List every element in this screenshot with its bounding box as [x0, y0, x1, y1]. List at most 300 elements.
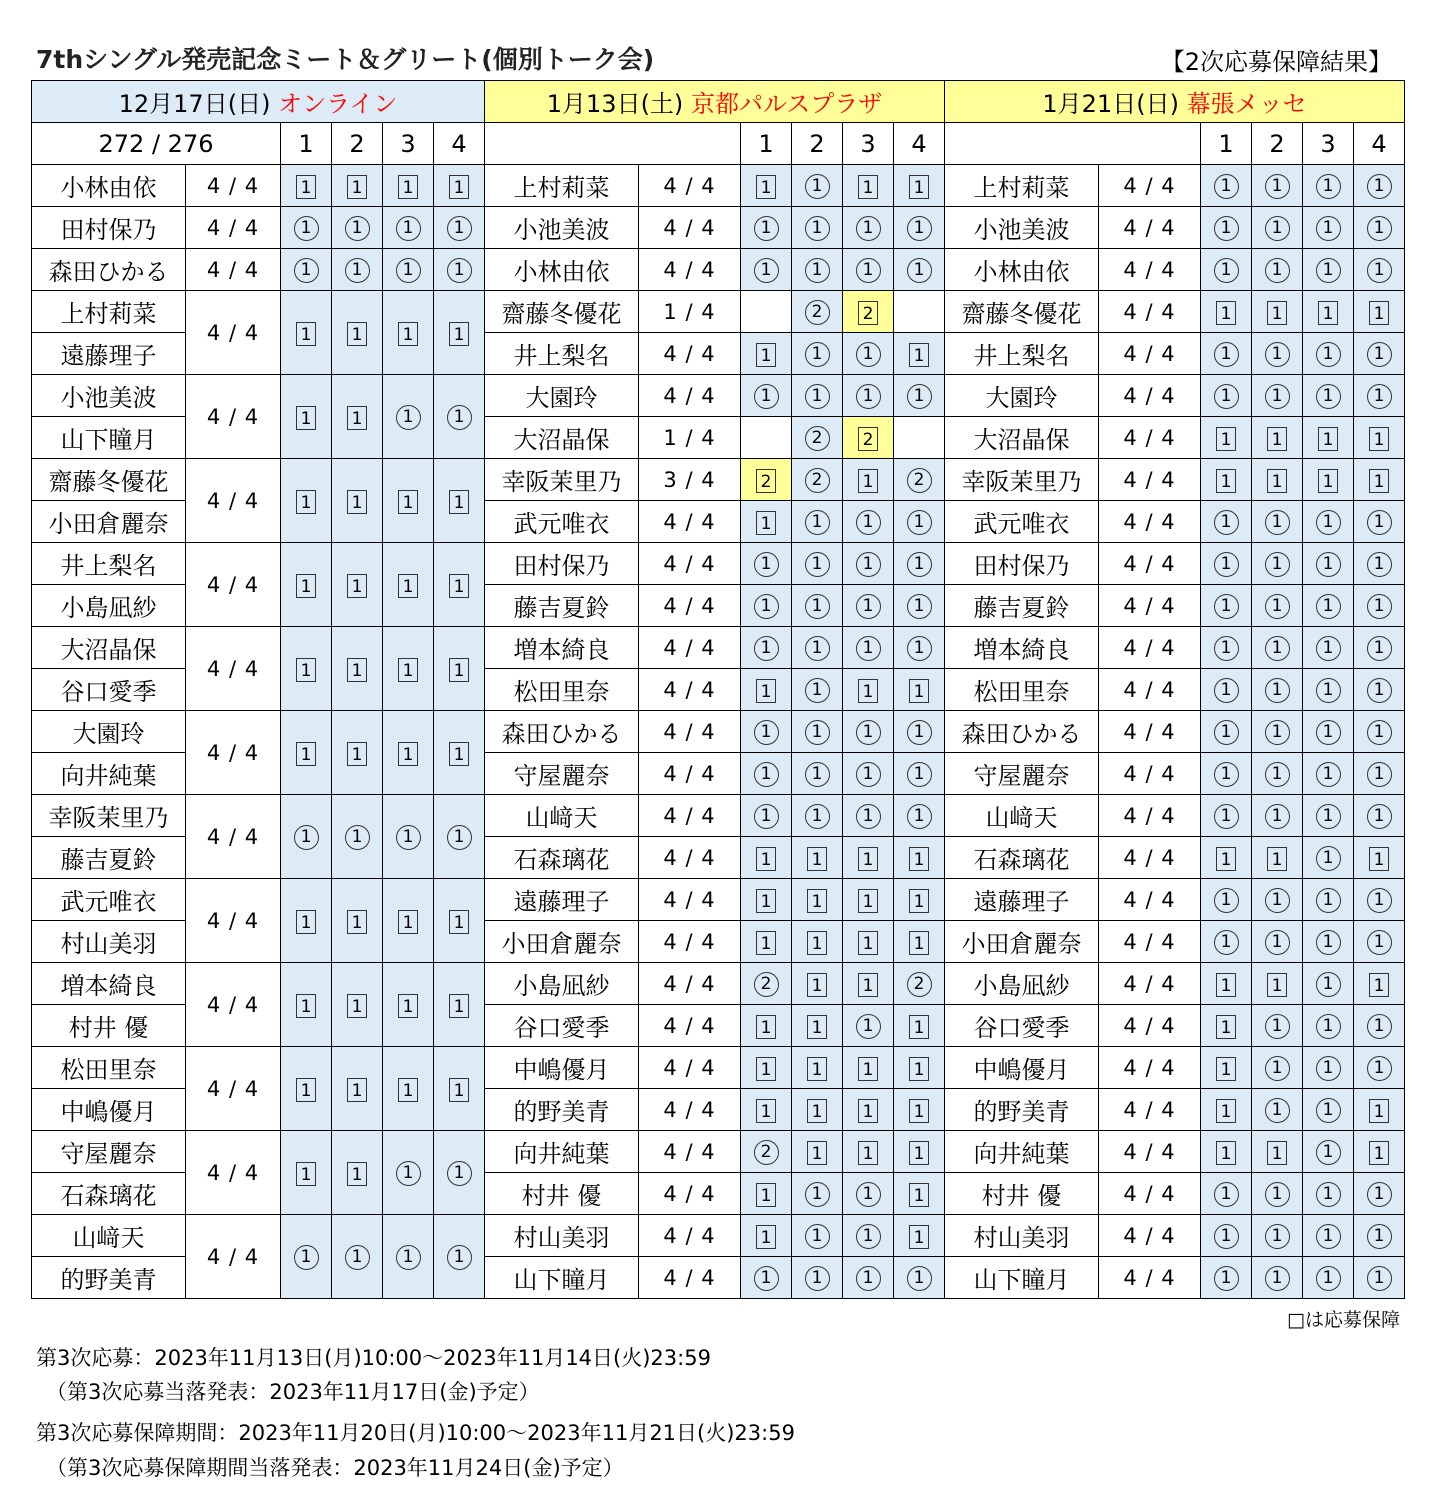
slot-cell: [792, 165, 843, 207]
apply-count: 4 / 4: [639, 1089, 741, 1131]
member-name: 小島凪紗: [32, 585, 186, 627]
member-name: 井上梨名: [32, 543, 186, 585]
slot-guarantee-mark: 1: [1369, 301, 1389, 325]
slot-guarantee-mark: 1: [449, 175, 469, 199]
slot-cell: [843, 459, 894, 501]
apply-count: 4 / 4: [639, 1047, 741, 1089]
slot-cell: [843, 921, 894, 963]
slot-guarantee-mark: 1: [398, 658, 418, 682]
slot-cell: [741, 585, 792, 627]
member-name: 齋藤冬優花: [945, 291, 1099, 333]
slot-circle-mark: 1: [856, 258, 881, 283]
slot-guarantee-mark: 1: [1216, 301, 1236, 325]
apply-count: 4 / 4: [639, 249, 741, 291]
slot-cell: [894, 249, 945, 291]
member-name: 武元唯衣: [485, 501, 639, 543]
slot-circle-mark: 1: [1316, 384, 1341, 409]
member-name: 向井純葉: [945, 1131, 1099, 1173]
slot-cell: [1303, 837, 1354, 879]
slot-cell: [383, 711, 434, 795]
apply-count: 4 / 4: [186, 711, 281, 795]
apply-count: 4 / 4: [639, 711, 741, 753]
apply-count: 4 / 4: [1099, 585, 1201, 627]
slot-cell: [1354, 921, 1405, 963]
slot-circle-mark: 1: [294, 825, 319, 850]
slot-guarantee-mark: 1: [1267, 973, 1287, 997]
slot-cell: [1252, 1131, 1303, 1173]
slot-cell: [1354, 879, 1405, 921]
slot-cell: [1252, 501, 1303, 543]
result-label: 【2次応募保障結果】: [1160, 48, 1392, 76]
slot-cell: [1201, 711, 1252, 753]
slot-cell: [332, 459, 383, 543]
slot-guarantee-mark: 1: [296, 175, 316, 199]
member-name: 的野美青: [32, 1257, 186, 1299]
slot-circle-mark: 1: [1214, 636, 1239, 661]
member-name: 大沼晶保: [485, 417, 639, 459]
member-name: 遠藤理子: [945, 879, 1099, 921]
slot-cell: [1303, 459, 1354, 501]
slot-cell: [434, 249, 485, 291]
slot-guarantee-mark: 1: [858, 973, 878, 997]
apply-count: 4 / 4: [186, 627, 281, 711]
slot-cell: [843, 711, 894, 753]
apply-count: 4 / 4: [186, 1047, 281, 1131]
note-round3-announce: （第3次応募当落発表：2023年11月17日(金)予定）: [46, 1380, 540, 1404]
slot-cell: [792, 291, 843, 333]
slot-cell: [792, 1089, 843, 1131]
slot-circle-mark: 1: [1265, 1098, 1290, 1123]
slot-circle-mark: 1: [1367, 804, 1392, 829]
slot-guarantee-mark: 1: [398, 994, 418, 1018]
slot-cell: [843, 333, 894, 375]
slot-cell: [383, 249, 434, 291]
slot-cell: [1252, 753, 1303, 795]
slot-guarantee-mark: 1: [296, 490, 316, 514]
slot-guarantee-mark: 1: [398, 742, 418, 766]
member-name: 守屋麗奈: [945, 753, 1099, 795]
slot-cell: [741, 501, 792, 543]
slot-cell: [332, 1215, 383, 1299]
slot-circle-mark: 1: [1367, 678, 1392, 703]
slot-cell: [894, 1131, 945, 1173]
slot-circle-mark: 1: [856, 636, 881, 661]
slot-cell: [741, 1257, 792, 1299]
slot-cell: [1201, 1131, 1252, 1173]
slot-guarantee-mark: 1: [1369, 469, 1389, 493]
slot-circle-mark: 1: [294, 1245, 319, 1270]
apply-count: 4 / 4: [639, 1131, 741, 1173]
member-name: 山﨑天: [485, 795, 639, 837]
slot-cell: [741, 711, 792, 753]
table-row: [32, 207, 1405, 249]
slot-cell: [843, 1089, 894, 1131]
slot-cell: [383, 627, 434, 711]
slot-guarantee-mark: 1: [1216, 427, 1236, 451]
slot-guarantee-mark: 1: [449, 658, 469, 682]
member-name: 上村莉菜: [485, 165, 639, 207]
slot-circle-mark: 1: [1367, 762, 1392, 787]
slot-cell: [1303, 249, 1354, 291]
slot-cell: [332, 291, 383, 375]
slot-cell: [792, 879, 843, 921]
slot-cell: [792, 1047, 843, 1089]
slot-guarantee-mark: 1: [807, 1099, 827, 1123]
slot-cell: [741, 1089, 792, 1131]
slot-guarantee-mark: 1: [756, 1099, 776, 1123]
member-name: 小林由依: [32, 165, 186, 207]
slot-guarantee-mark: 1: [449, 742, 469, 766]
slot-header: 1: [1201, 123, 1252, 165]
slot-guarantee-mark: 1: [1369, 1099, 1389, 1123]
slot-cell: [741, 795, 792, 837]
slot-circle-mark: 1: [1265, 594, 1290, 619]
slot-cell: [1252, 1173, 1303, 1215]
member-name: 幸阪茉里乃: [485, 459, 639, 501]
slot-cell: [1303, 627, 1354, 669]
slot-cell: [894, 1005, 945, 1047]
slot-cell: [843, 1173, 894, 1215]
slot-circle-mark: 1: [1214, 1224, 1239, 1249]
apply-count: 4 / 4: [186, 795, 281, 879]
slot-circle-mark: 1: [754, 216, 779, 241]
slot-circle-mark: 1: [856, 216, 881, 241]
slot-cell: [894, 753, 945, 795]
apply-count: 4 / 4: [1099, 1257, 1201, 1299]
slot-circle-mark: 1: [1316, 972, 1341, 997]
slot-circle-mark: 1: [1265, 552, 1290, 577]
slot-guarantee-mark: 1: [909, 1141, 929, 1165]
apply-count: 4 / 4: [639, 543, 741, 585]
slot-cell: [281, 291, 332, 375]
slot-guarantee-mark: 1: [449, 322, 469, 346]
slot-cell: [894, 795, 945, 837]
venue-place: オンライン: [278, 90, 398, 118]
slot-guarantee-mark: 1: [449, 490, 469, 514]
slot-cell: [434, 165, 485, 207]
apply-count: 4 / 4: [639, 627, 741, 669]
member-name: 藤吉夏鈴: [485, 585, 639, 627]
slot-cell: [843, 291, 894, 333]
apply-count: 4 / 4: [1099, 1047, 1201, 1089]
member-name: 村山美羽: [32, 921, 186, 963]
slot-cell: [434, 711, 485, 795]
kyoto-summary: [485, 123, 741, 165]
slot-guarantee-mark: 1: [858, 847, 878, 871]
table-row: [32, 1047, 1405, 1089]
slot-circle-mark: 1: [1367, 510, 1392, 535]
slot-header: 2: [792, 123, 843, 165]
slot-cell: [843, 837, 894, 879]
slot-circle-mark: 1: [1214, 174, 1239, 199]
slot-cell: [1252, 585, 1303, 627]
slot-cell: [1354, 249, 1405, 291]
slot-guarantee-mark: 1: [1318, 301, 1338, 325]
member-name: 小池美波: [485, 207, 639, 249]
slot-cell: [792, 543, 843, 585]
apply-count: 4 / 4: [186, 543, 281, 627]
slot-circle-mark: 1: [1265, 342, 1290, 367]
slot-cell: [434, 207, 485, 249]
apply-count: 4 / 4: [1099, 375, 1201, 417]
slot-cell: [1252, 669, 1303, 711]
slot-guarantee-mark: 1: [347, 1078, 367, 1102]
slot-cell: [1201, 837, 1252, 879]
member-name: 武元唯衣: [945, 501, 1099, 543]
slot-cell: [792, 333, 843, 375]
slot-circle-mark: 1: [754, 720, 779, 745]
slot-circle-mark: 1: [1316, 216, 1341, 241]
apply-count: 4 / 4: [1099, 165, 1201, 207]
apply-count: 4 / 4: [639, 585, 741, 627]
slot-circle-mark: 1: [1214, 552, 1239, 577]
slot-circle-mark: 1: [1214, 258, 1239, 283]
apply-count: 4 / 4: [639, 669, 741, 711]
slot-guarantee-mark: 1: [1216, 1015, 1236, 1039]
table-row: [32, 165, 1405, 207]
slot-cell: [383, 543, 434, 627]
slot-cell: [1354, 1173, 1405, 1215]
slot-circle-mark: 1: [1214, 678, 1239, 703]
slot-cell: [1303, 1131, 1354, 1173]
venue-date: 1月13日(土): [546, 90, 684, 118]
slot-guarantee-mark: 1: [398, 1078, 418, 1102]
slot-guarantee-mark: 1: [909, 343, 929, 367]
slot-guarantee-mark: 1: [347, 910, 367, 934]
slot-circle-mark: 1: [805, 552, 830, 577]
slot-guarantee-mark: 1: [756, 847, 776, 871]
slot-circle-mark: 1: [1367, 1056, 1392, 1081]
slot-cell: [741, 1173, 792, 1215]
venue-header-row: [32, 81, 1405, 123]
slot-guarantee-mark: 1: [909, 679, 929, 703]
slot-cell: [741, 1131, 792, 1173]
slot-circle-mark: 1: [805, 636, 830, 661]
slot-cell: [843, 543, 894, 585]
slot-cell: [434, 627, 485, 711]
slot-cell: [894, 333, 945, 375]
slot-cell: [792, 375, 843, 417]
slot-circle-mark: 1: [1214, 762, 1239, 787]
slot-circle-mark: 2: [754, 972, 779, 997]
slot-guarantee-mark: 1: [398, 574, 418, 598]
table-row: [32, 543, 1405, 585]
slot-circle-mark: 1: [754, 384, 779, 409]
slot-cell: [332, 627, 383, 711]
slot-circle-mark: 1: [1265, 1056, 1290, 1081]
member-name: 向井純葉: [485, 1131, 639, 1173]
slot-circle-mark: 1: [754, 804, 779, 829]
slot-guarantee-mark: 1: [1216, 1057, 1236, 1081]
member-name: 谷口愛季: [485, 1005, 639, 1047]
slot-circle-mark: 1: [1316, 1098, 1341, 1123]
page-title: 7thシングル発売記念ミート＆グリート(個別トーク会): [36, 45, 655, 74]
slot-cell: [894, 585, 945, 627]
slot-guarantee-mark: 1: [1369, 847, 1389, 871]
slot-guarantee-mark: 1: [347, 406, 367, 430]
slot-guarantee-mark: 1: [296, 574, 316, 598]
slot-circle-mark: 1: [805, 384, 830, 409]
slot-cell: [332, 543, 383, 627]
slot-guarantee-mark: 1: [756, 889, 776, 913]
member-name: 山下瞳月: [945, 1257, 1099, 1299]
venue-online: [32, 81, 485, 123]
slot-circle-mark: 1: [1367, 1182, 1392, 1207]
slot-cell: [894, 459, 945, 501]
slot-circle-mark: 1: [1367, 258, 1392, 283]
slot-header-row: [32, 123, 1405, 165]
member-name: 大園玲: [485, 375, 639, 417]
member-name: 幸阪茉里乃: [945, 459, 1099, 501]
slot-circle-mark: 1: [805, 342, 830, 367]
slot-guarantee-mark: 1: [347, 574, 367, 598]
slot-guarantee-mark: 1: [807, 1015, 827, 1039]
slot-cell: [1354, 753, 1405, 795]
slot-guarantee-mark: 2: [858, 301, 878, 325]
slot-guarantee-mark: 2: [756, 469, 776, 493]
slot-cell: [281, 879, 332, 963]
slot-circle-mark: 2: [805, 426, 830, 451]
slot-cell: [281, 711, 332, 795]
table-row: [32, 1215, 1405, 1257]
slot-cell: [741, 249, 792, 291]
member-name: 村山美羽: [485, 1215, 639, 1257]
apply-count: 4 / 4: [639, 1173, 741, 1215]
slot-guarantee-mark: 1: [858, 679, 878, 703]
slot-cell: [1354, 1215, 1405, 1257]
slot-circle-mark: 1: [1214, 216, 1239, 241]
slot-header: 2: [332, 123, 383, 165]
apply-count: 4 / 4: [186, 207, 281, 249]
slot-cell: [281, 543, 332, 627]
slot-guarantee-mark: 1: [909, 1015, 929, 1039]
slot-guarantee-mark: 1: [756, 679, 776, 703]
slot-cell: [741, 417, 792, 459]
slot-circle-mark: 2: [754, 1140, 779, 1165]
slot-cell: [1252, 207, 1303, 249]
member-name: 大沼晶保: [945, 417, 1099, 459]
member-name: 小池美波: [32, 375, 186, 417]
slot-guarantee-mark: 1: [909, 889, 929, 913]
slot-cell: [1354, 1131, 1405, 1173]
member-name: 小田倉麗奈: [485, 921, 639, 963]
note-round3: 第3次応募：2023年11月13日(月)10:00～2023年11月14日(火)23:59: [36, 1346, 711, 1370]
slot-circle-mark: 1: [1214, 930, 1239, 955]
apply-count: 4 / 4: [1099, 795, 1201, 837]
member-name: 山﨑天: [945, 795, 1099, 837]
slot-cell: [1252, 795, 1303, 837]
slot-circle-mark: 1: [856, 510, 881, 535]
slot-cell: [843, 963, 894, 1005]
apply-count: 4 / 4: [186, 249, 281, 291]
slot-circle-mark: 1: [907, 258, 932, 283]
slot-cell: [1252, 375, 1303, 417]
slot-cell: [1303, 1257, 1354, 1299]
slot-cell: [792, 1131, 843, 1173]
slot-cell: [1354, 333, 1405, 375]
slot-guarantee-mark: 1: [398, 910, 418, 934]
slot-circle-mark: 1: [1367, 930, 1392, 955]
slot-cell: [1201, 879, 1252, 921]
slot-cell: [894, 879, 945, 921]
apply-count: 4 / 4: [1099, 291, 1201, 333]
slot-circle-mark: 1: [1367, 174, 1392, 199]
slot-circle-mark: 1: [754, 636, 779, 661]
member-name: 小池美波: [945, 207, 1099, 249]
slot-guarantee-mark: 1: [1216, 847, 1236, 871]
slot-cell: [894, 375, 945, 417]
slot-cell: [383, 291, 434, 375]
slot-cell: [792, 1005, 843, 1047]
slot-cell: [383, 165, 434, 207]
slot-circle-mark: 1: [447, 1161, 472, 1186]
slot-guarantee-mark: 1: [296, 742, 316, 766]
slot-cell: [332, 1047, 383, 1131]
slot-cell: [1201, 1215, 1252, 1257]
slot-cell: [1303, 879, 1354, 921]
apply-count: 4 / 4: [639, 165, 741, 207]
slot-cell: [1201, 333, 1252, 375]
member-name: 増本綺良: [945, 627, 1099, 669]
slot-cell: [894, 417, 945, 459]
slot-cell: [1201, 753, 1252, 795]
member-name: 的野美青: [945, 1089, 1099, 1131]
slot-circle-mark: 1: [856, 342, 881, 367]
slot-cell: [332, 249, 383, 291]
slot-cell: [434, 375, 485, 459]
member-name: 田村保乃: [32, 207, 186, 249]
member-name: 村井 優: [485, 1173, 639, 1215]
slot-guarantee-mark: 1: [398, 175, 418, 199]
slot-guarantee-mark: 1: [756, 1015, 776, 1039]
slot-cell: [281, 1131, 332, 1215]
member-name: 田村保乃: [945, 543, 1099, 585]
slot-guarantee-mark: 1: [807, 931, 827, 955]
slot-header: 4: [434, 123, 485, 165]
slot-cell: [843, 669, 894, 711]
slot-circle-mark: 1: [805, 216, 830, 241]
slot-cell: [843, 795, 894, 837]
slot-circle-mark: 1: [1265, 1224, 1290, 1249]
slot-cell: [1303, 543, 1354, 585]
slot-circle-mark: 1: [1265, 888, 1290, 913]
slot-circle-mark: 1: [1265, 636, 1290, 661]
slot-circle-mark: 1: [1214, 804, 1239, 829]
apply-count: 4 / 4: [1099, 627, 1201, 669]
slot-cell: [332, 879, 383, 963]
member-name: 小島凪紗: [485, 963, 639, 1005]
slot-circle-mark: 1: [1265, 762, 1290, 787]
slot-circle-mark: 1: [447, 1245, 472, 1270]
member-name: 小林由依: [945, 249, 1099, 291]
slot-guarantee-mark: 1: [807, 847, 827, 871]
slot-cell: [1354, 459, 1405, 501]
member-name: 的野美青: [485, 1089, 639, 1131]
slot-circle-mark: 1: [856, 552, 881, 577]
slot-circle-mark: 1: [1316, 636, 1341, 661]
slot-cell: [1303, 1173, 1354, 1215]
slot-cell: [383, 1215, 434, 1299]
slot-cell: [894, 1257, 945, 1299]
apply-count: 4 / 4: [639, 1005, 741, 1047]
slot-guarantee-mark: 1: [347, 658, 367, 682]
slot-circle-mark: 1: [856, 384, 881, 409]
member-name: 上村莉菜: [32, 291, 186, 333]
slot-circle-mark: 1: [1316, 678, 1341, 703]
slot-circle-mark: 1: [1367, 384, 1392, 409]
slot-guarantee-mark: 1: [1216, 1141, 1236, 1165]
slot-circle-mark: 1: [1265, 804, 1290, 829]
